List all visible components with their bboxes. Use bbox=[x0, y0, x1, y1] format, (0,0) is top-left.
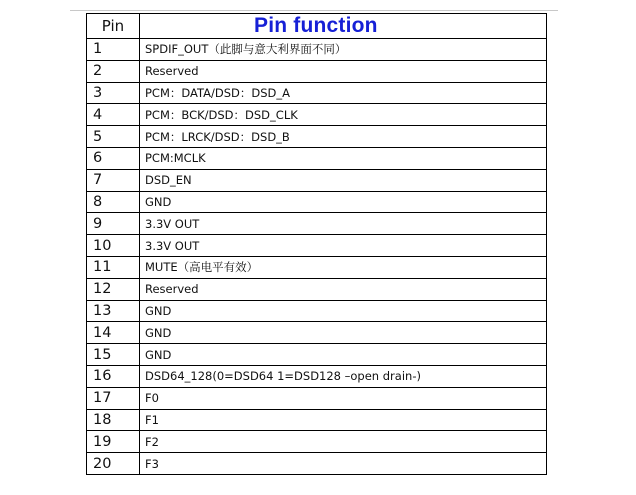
table-row bbox=[87, 39, 547, 61]
table-row bbox=[87, 147, 547, 169]
pin-function-description: F2 bbox=[140, 431, 547, 453]
table-row bbox=[87, 344, 547, 366]
pin-number: 10 bbox=[87, 235, 140, 257]
pin-number: 2 bbox=[87, 60, 140, 82]
pin-number: 17 bbox=[87, 387, 140, 409]
table-row bbox=[87, 126, 547, 148]
pin-function-description: GND bbox=[140, 344, 547, 366]
pin-function-description: Reserved bbox=[140, 60, 547, 82]
pin-function-description: Reserved bbox=[140, 278, 547, 300]
pin-number: 12 bbox=[87, 278, 140, 300]
pin-number: 9 bbox=[87, 213, 140, 235]
pin-number: 18 bbox=[87, 409, 140, 431]
pin-function-description: F1 bbox=[140, 409, 547, 431]
pin-number: 14 bbox=[87, 322, 140, 344]
pin-function-description: PCM：LRCK/DSD：DSD_B bbox=[140, 126, 547, 148]
table-row bbox=[87, 104, 547, 126]
table-row bbox=[87, 322, 547, 344]
pin-function-description: GND bbox=[140, 322, 547, 344]
pin-function-description: GND bbox=[140, 191, 547, 213]
pin-function-description: 3.3V OUT bbox=[140, 235, 547, 257]
pin-number: 3 bbox=[87, 82, 140, 104]
pin-function-description: GND bbox=[140, 300, 547, 322]
table-row bbox=[87, 82, 547, 104]
table-body bbox=[87, 39, 547, 475]
table-row bbox=[87, 213, 547, 235]
pin-number: 19 bbox=[87, 431, 140, 453]
pin-function-description: PCM:MCLK bbox=[140, 147, 547, 169]
table-row bbox=[87, 256, 547, 278]
pin-number: 15 bbox=[87, 344, 140, 366]
top-divider-line bbox=[70, 10, 558, 11]
pin-number: 16 bbox=[87, 365, 140, 387]
table-row bbox=[87, 169, 547, 191]
pin-number: 11 bbox=[87, 256, 140, 278]
table-row bbox=[87, 431, 547, 453]
pin-number: 20 bbox=[87, 453, 140, 475]
pin-function-description: PCM：DATA/DSD：DSD_A bbox=[140, 82, 547, 104]
pin-function-description: SPDIF_OUT（此脚与意大利界面不同） bbox=[140, 39, 547, 61]
pin-number: 13 bbox=[87, 300, 140, 322]
pin-function-table bbox=[86, 13, 547, 475]
table-row bbox=[87, 235, 547, 257]
pin-function-description: DSD64_128(0=DSD64 1=DSD128 –open drain-) bbox=[140, 365, 547, 387]
column-header-pin-function: Pin function bbox=[140, 14, 547, 39]
table-row bbox=[87, 191, 547, 213]
pin-number: 7 bbox=[87, 169, 140, 191]
pin-function-description: F3 bbox=[140, 453, 547, 475]
pin-number: 8 bbox=[87, 191, 140, 213]
table-row bbox=[87, 278, 547, 300]
table-row bbox=[87, 453, 547, 475]
table-row bbox=[87, 300, 547, 322]
pin-function-description: DSD_EN bbox=[140, 169, 547, 191]
table-row bbox=[87, 409, 547, 431]
column-header-pin: Pin bbox=[87, 14, 140, 39]
pin-function-description: MUTE（高电平有效） bbox=[140, 256, 547, 278]
pin-function-description: F0 bbox=[140, 387, 547, 409]
pin-number: 4 bbox=[87, 104, 140, 126]
table-row bbox=[87, 60, 547, 82]
pin-function-description: PCM：BCK/DSD：DSD_CLK bbox=[140, 104, 547, 126]
table-row bbox=[87, 387, 547, 409]
pin-function-description: 3.3V OUT bbox=[140, 213, 547, 235]
table-header-row bbox=[87, 14, 547, 39]
pin-number: 6 bbox=[87, 147, 140, 169]
table-row bbox=[87, 365, 547, 387]
pin-number: 1 bbox=[87, 39, 140, 61]
pin-number: 5 bbox=[87, 126, 140, 148]
